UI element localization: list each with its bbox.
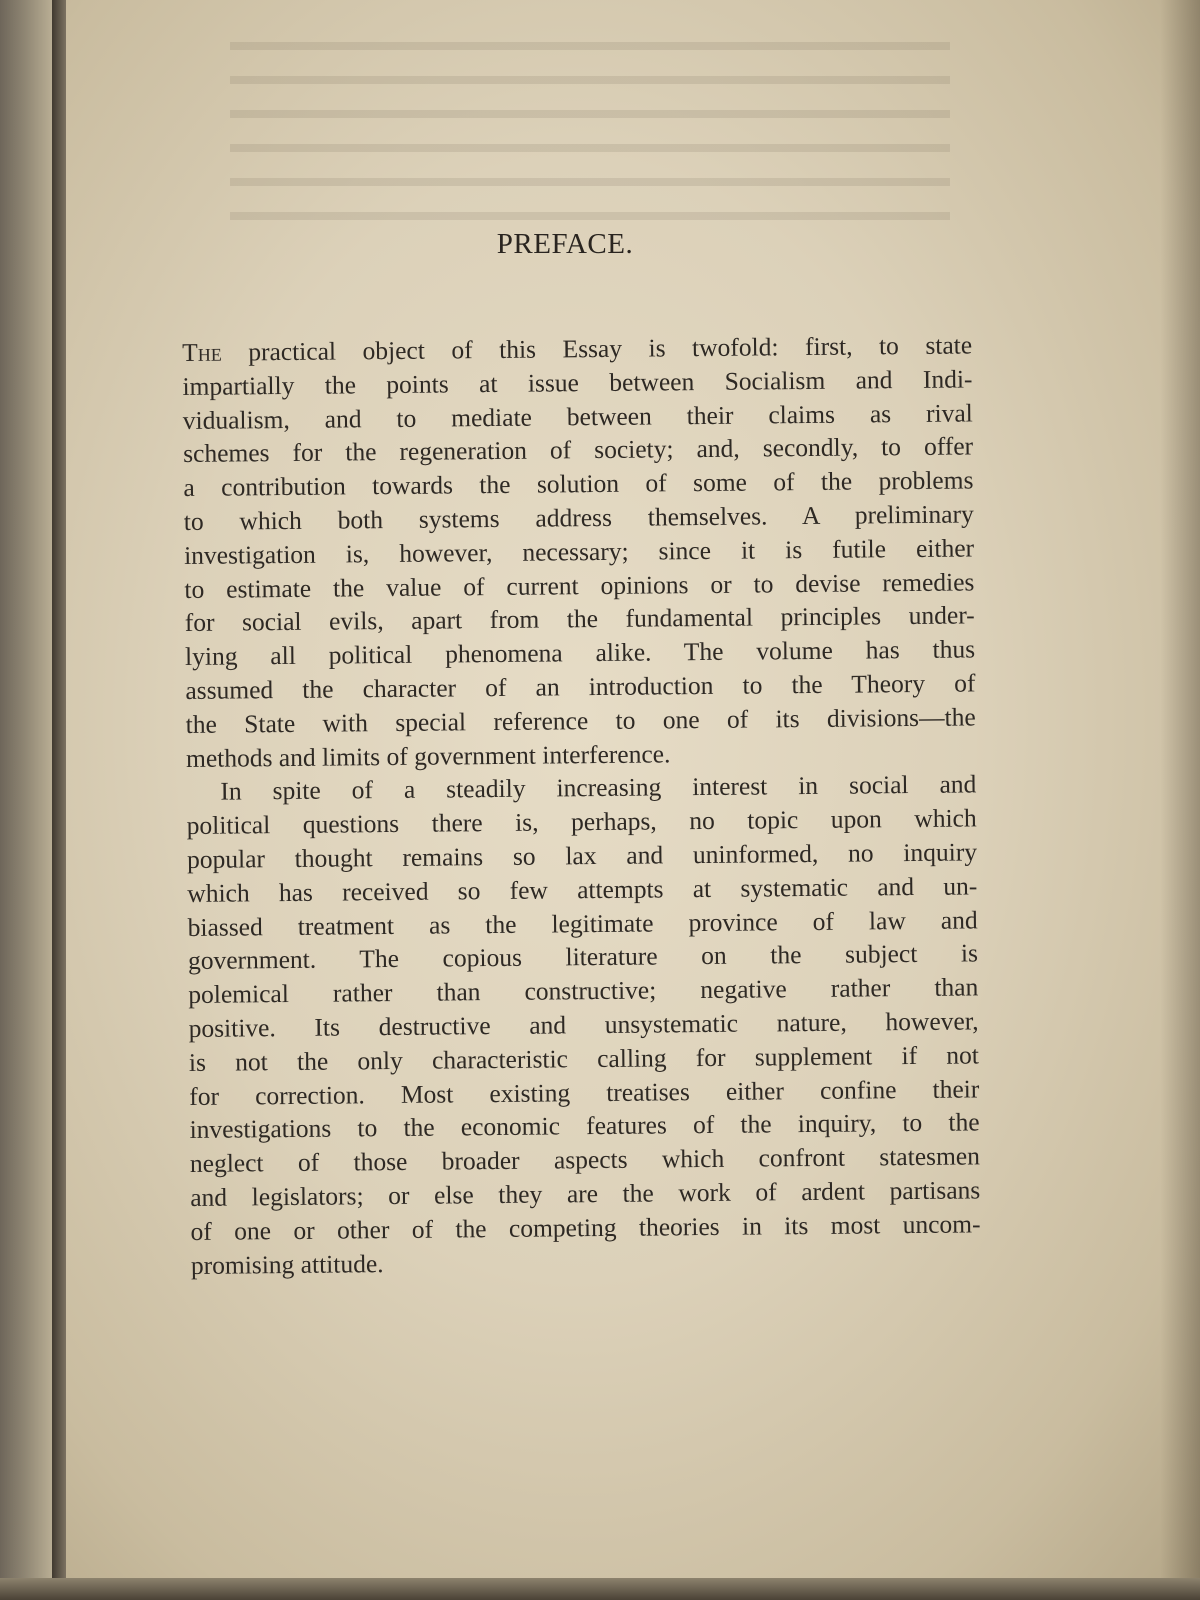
text-line: which has received so few attempts at systematic and un- — [187, 871, 978, 908]
text-line: investigations to the economic features of the inquiry, to the — [189, 1107, 980, 1145]
text-line: biassed treatment as the legitimate province of law and — [187, 904, 978, 942]
text-line: a contribution towards the solution of some of the problems — [183, 465, 974, 503]
page-shadow — [1160, 0, 1200, 1600]
text-line: positive. Its destructive and unsystematic nature, however, — [188, 1006, 979, 1043]
text-line: for correction. Most existing treatises either confine their — [189, 1073, 980, 1111]
text-line: of one or other of the competing theories in its most uncom- — [190, 1209, 981, 1246]
text-line: government. The copious literature on the subject is — [187, 938, 979, 976]
preface-body — [182, 328, 981, 1282]
text-line: vidualism, and to mediate between their claims as rival — [182, 398, 973, 435]
text-line: to which both systems address themselves. A preliminary — [183, 499, 974, 536]
text-line: polemical rather than constructive; negative rather than — [188, 972, 979, 1010]
bottom-edge — [0, 1578, 1200, 1600]
text-line: methods and limits of government interference. — [185, 738, 671, 773]
paragraph-2 — [186, 768, 981, 1283]
text-line: schemes for the regeneration of society; and, secondly, to offer — [182, 431, 974, 469]
show-through-text — [230, 20, 950, 240]
paragraph-1 — [182, 328, 976, 775]
text-line: is not the only characteristic calling for supplement if not — [188, 1040, 980, 1077]
text-line: popular thought remains so lax and uninformed, no inquiry — [186, 837, 978, 874]
text-line: and legislators; or else they are the work of ardent partisans — [190, 1175, 981, 1212]
line-text: practical object of this Essay is twofold: first, to state — [221, 330, 973, 367]
text-line: promising attitude. — [190, 1248, 384, 1280]
text-line: the State with special reference to one of its divisions—the — [185, 702, 976, 739]
text-line: investigation is, however, necessary; since it is futile either — [183, 533, 975, 570]
page-title: PREFACE. — [496, 228, 634, 260]
text-line: political questions there is, perhaps, no topic upon which — [186, 803, 977, 841]
text-line: to estimate the value of current opinions or to devise remedies — [184, 566, 975, 604]
text-line: lying all political phenomena alike. The volume has thus — [184, 634, 976, 672]
text-line: for social evils, apart from the fundamental principles under- — [184, 600, 975, 638]
text-line: assumed the character of an introduction to the Theory of — [185, 668, 976, 705]
text-line: In spite of a steadily increasing interest in social and — [220, 769, 977, 807]
text-line: neglect of those broader aspects which confront statesmen — [189, 1141, 981, 1179]
lead-word: The — [182, 337, 222, 367]
text-line: impartially the points at issue between Socialism and Indi- — [182, 364, 973, 401]
